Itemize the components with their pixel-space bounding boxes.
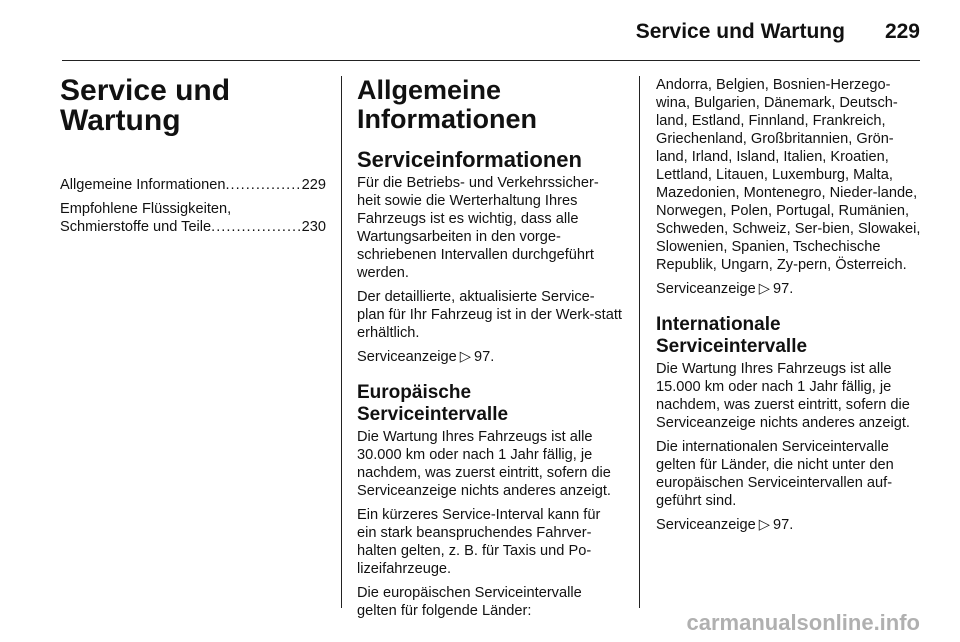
column-general-info xyxy=(357,76,622,626)
toc-entry-label-line2: Schmierstoffe und Teile xyxy=(60,219,212,235)
cross-reference-serviceanzeige[interactable] xyxy=(656,516,924,534)
reference-label: Serviceanzeige xyxy=(357,349,457,365)
reference-page: 97. xyxy=(773,281,794,297)
toc-entry-page: 229 xyxy=(301,177,326,193)
reference-page: 97. xyxy=(773,517,794,533)
arrow-right-icon: ▷ xyxy=(758,281,771,297)
paragraph-serviceplan: Der detaillierte, aktualisierte Service-plan für Ihr Fahrzeug ist in der Werk-statt erhältlich. xyxy=(357,289,622,341)
cross-reference-serviceanzeige[interactable] xyxy=(656,280,924,298)
section-title xyxy=(357,76,622,134)
toc-entry-label-line1: Empfohlene Flüssigkeiten, xyxy=(60,201,232,217)
chapter-title: Service und Wartung xyxy=(60,74,231,137)
reference-label: Serviceanzeige xyxy=(656,517,756,533)
paragraph-international-scope: Die internationalen Serviceintervalle gelten für Länder, die nicht unter den europäischen Serviceintervallen auf-geführt sind. xyxy=(656,439,894,509)
toc-leader-dots xyxy=(211,218,301,236)
header-title: Service und Wartung xyxy=(635,20,845,43)
cross-reference-serviceanzeige[interactable] xyxy=(357,348,622,366)
subsection-title-internationale-intervalle: Internationale Serviceintervalle xyxy=(656,314,808,357)
paragraph-europe-interval: Die Wartung Ihres Fahrzeugs ist alle 30.000 km oder nach 1 Jahr fällig, je nachdem, was zuerst eintritt, sofern die Serviceanzeige nichts anderes anzeigt. xyxy=(357,429,611,499)
toc-entry-page: 230 xyxy=(301,219,326,235)
reference-page: 97. xyxy=(474,349,495,365)
paragraph-service-info: Für die Betriebs- und Verkehrssicher-heit sowie die Werterhaltung Ihres Fahrzeugs ist es wichtig, dass alle Wartungsarbeiten in den vorge-schriebenen Intervallen durchgeführt werden. xyxy=(357,175,599,281)
subsection-title-serviceinformationen: Serviceinformationen xyxy=(357,147,582,172)
header-divider xyxy=(62,60,920,61)
arrow-right-icon: ▷ xyxy=(459,349,472,365)
page-header xyxy=(636,20,920,44)
toc-leader-dots xyxy=(226,176,302,194)
subsection-title-europaeische-intervalle: Europäische Serviceintervalle xyxy=(357,382,509,425)
reference-label: Serviceanzeige xyxy=(656,281,756,297)
toc-entry-allgemeine-informationen[interactable] xyxy=(60,176,326,194)
paragraph-international-interval: Die Wartung Ihres Fahrzeugs ist alle 15.000 km oder nach 1 Jahr fällig, je nachdem, was zuerst eintritt, sofern die Serviceanzeige nichts anderes anzeigt. xyxy=(656,361,910,431)
toc-entry-label: Allgemeine Informationen xyxy=(60,177,226,193)
column-toc xyxy=(60,76,326,242)
section-title-line1: Allgemeine xyxy=(357,75,502,105)
column-divider-1 xyxy=(341,76,342,608)
paragraph-country-list: Andorra, Belgien, Bosnien-Herzego-wina, Bulgarien, Dänemark, Deutsch-land, Estland, Finnland, Frankreich, Griechenland, Großbritannien, Grön-land, Irland, Island, Italien, Kroatien, Lettland, Litauen, Luxemburg, Malta, Mazedonien, Montenegro, Nieder-lande, Norwegen, Polen, Portugal, Rumänien, Schweden, Schweiz, Ser-bien, Slowakei, Slowenien, Spanien, Tschechische Republik, Ungarn, Zy-pern, Österreich. xyxy=(656,77,921,273)
arrow-right-icon: ▷ xyxy=(758,517,771,533)
section-title-line2: Informationen xyxy=(357,104,537,134)
page-number: 229 xyxy=(884,20,920,43)
toc-entry-empfohlene-fluessigkeiten[interactable] xyxy=(60,200,326,236)
watermark: carmanualsonline.info xyxy=(686,610,920,635)
column-intervals xyxy=(656,76,924,540)
paragraph-shorter-interval: Ein kürzeres Service-Interval kann für ein stark beanspruchendes Fahrver-halten gelten, z. B. für Taxis und Po-lizeifahrzeuge. xyxy=(357,507,601,577)
column-divider-2 xyxy=(639,76,640,608)
paragraph-countries-intro: Die europäischen Serviceintervalle gelten für folgende Länder: xyxy=(357,585,582,619)
